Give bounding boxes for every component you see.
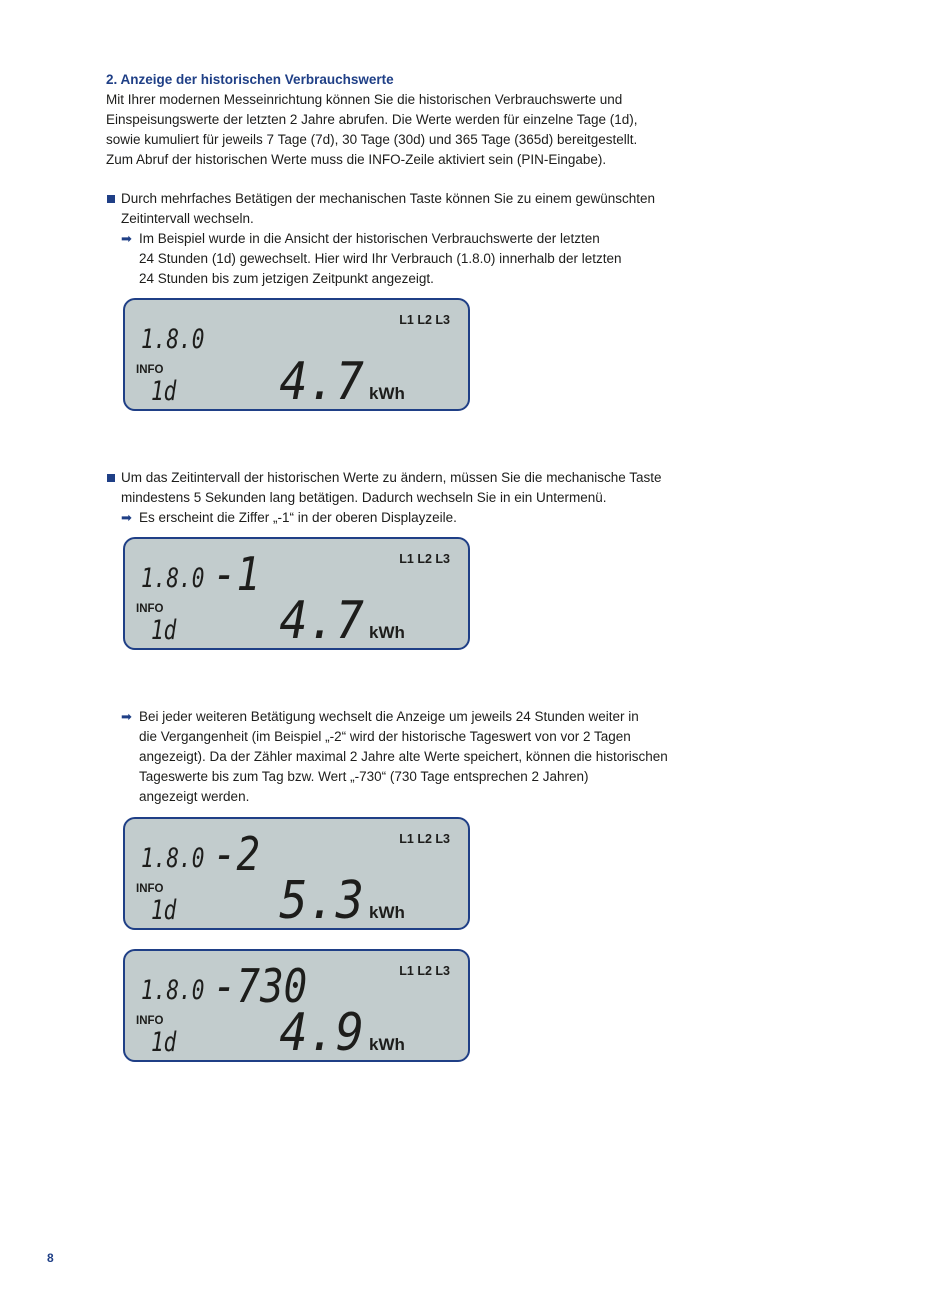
bullet-text [121,468,662,508]
info-label: INFO [136,1015,164,1027]
text-line: 24 Stunden bis zum jetzigen Zeitpunkt angezeigt. [139,271,434,286]
square-bullet-icon [107,474,115,482]
text-line: angezeigt werden. [139,789,250,804]
phase-indicator: L1 L2 L3 [399,313,450,327]
unit-label: kWh [369,384,405,403]
text-line: die Vergangenheit (im Beispiel „-2“ wird der historische Tageswert von vor 2 Tagen [139,729,631,744]
text-line: Einspeisungswerte der letzten 2 Jahre abrufen. Die Werte werden für einzelne Tage (1d), [106,112,638,127]
square-bullet-icon [107,195,115,203]
obis-code: 1.8.0 [141,563,205,594]
text-line: Zeitintervall wechseln. [121,211,254,226]
phase-indicator: L1 L2 L3 [399,832,450,846]
day-offset: -730 [213,959,308,1013]
right-arrow-icon: ➡ [121,510,132,525]
unit-label: kWh [369,903,405,922]
bullet-text [121,189,655,229]
text-line: Tageswerte bis zum Tag bzw. Wert „-730“ (730 Tage entsprechen 2 Jahren) [139,769,589,784]
day-offset: -1 [213,547,261,601]
info-label: INFO [136,364,164,376]
interval-label: 1d [151,895,177,926]
text-line: Im Beispiel wurde in die Ansicht der historischen Verbrauchswerte der letzten [139,231,600,246]
unit-label: kWh [369,623,405,642]
text-line: 24 Stunden (1d) gewechselt. Hier wird Ihr Verbrauch (1.8.0) innerhalb der letzten [139,251,622,266]
phase-indicator: L1 L2 L3 [399,552,450,566]
text-line: angezeigt). Da der Zähler maximal 2 Jahre alte Werte speichert, können die historischen [139,749,668,764]
day-offset: -2 [213,827,261,881]
lcd-display [123,817,470,930]
lcd-display [123,537,470,650]
text-line: Zum Abruf der historischen Werte muss die INFO-Zeile aktiviert sein (PIN-Eingabe). [106,152,607,167]
phase-indicator: L1 L2 L3 [399,964,450,978]
text-line: Bei jeder weiteren Betätigung wechselt die Anzeige um jeweils 24 Stunden weiter in [139,709,639,724]
obis-code: 1.8.0 [141,843,205,874]
section-heading: 2. Anzeige der historischen Verbrauchswerte [106,72,394,87]
energy-value: 4.7 [279,352,364,412]
interval-label: 1d [151,376,177,407]
page-number: 8 [47,1251,54,1265]
lcd-display [123,298,470,411]
right-arrow-icon: ➡ [121,231,132,246]
lcd-display [123,949,470,1062]
arrow-text [139,508,457,528]
text-line: Es erscheint die Ziffer „-1“ in der oberen Displayzeile. [139,510,457,525]
obis-code: 1.8.0 [141,975,205,1006]
energy-value: 4.9 [279,1003,364,1063]
text-line: mindestens 5 Sekunden lang betätigen. Dadurch wechseln Sie in ein Untermenü. [121,490,607,505]
text-line: Mit Ihrer modernen Messeinrichtung können Sie die historischen Verbrauchswerte und [106,92,623,107]
text-line: sowie kumuliert für jeweils 7 Tage (7d), 30 Tage (30d) und 365 Tage (365d) bereitgestellt. [106,132,638,147]
info-label: INFO [136,603,164,615]
energy-value: 5.3 [279,871,364,931]
energy-value: 4.7 [279,591,364,651]
unit-label: kWh [369,1035,405,1054]
text-line: Um das Zeitintervall der historischen Werte zu ändern, müssen Sie die mechanische Taste [121,470,662,485]
arrow-text [139,707,668,807]
interval-label: 1d [151,1027,177,1058]
arrow-text [139,229,622,289]
intro-paragraph [106,90,638,170]
obis-code: 1.8.0 [141,324,205,355]
info-label: INFO [136,883,164,895]
interval-label: 1d [151,615,177,646]
right-arrow-icon: ➡ [121,709,132,724]
text-line: Durch mehrfaches Betätigen der mechanischen Taste können Sie zu einem gewünschten [121,191,656,206]
